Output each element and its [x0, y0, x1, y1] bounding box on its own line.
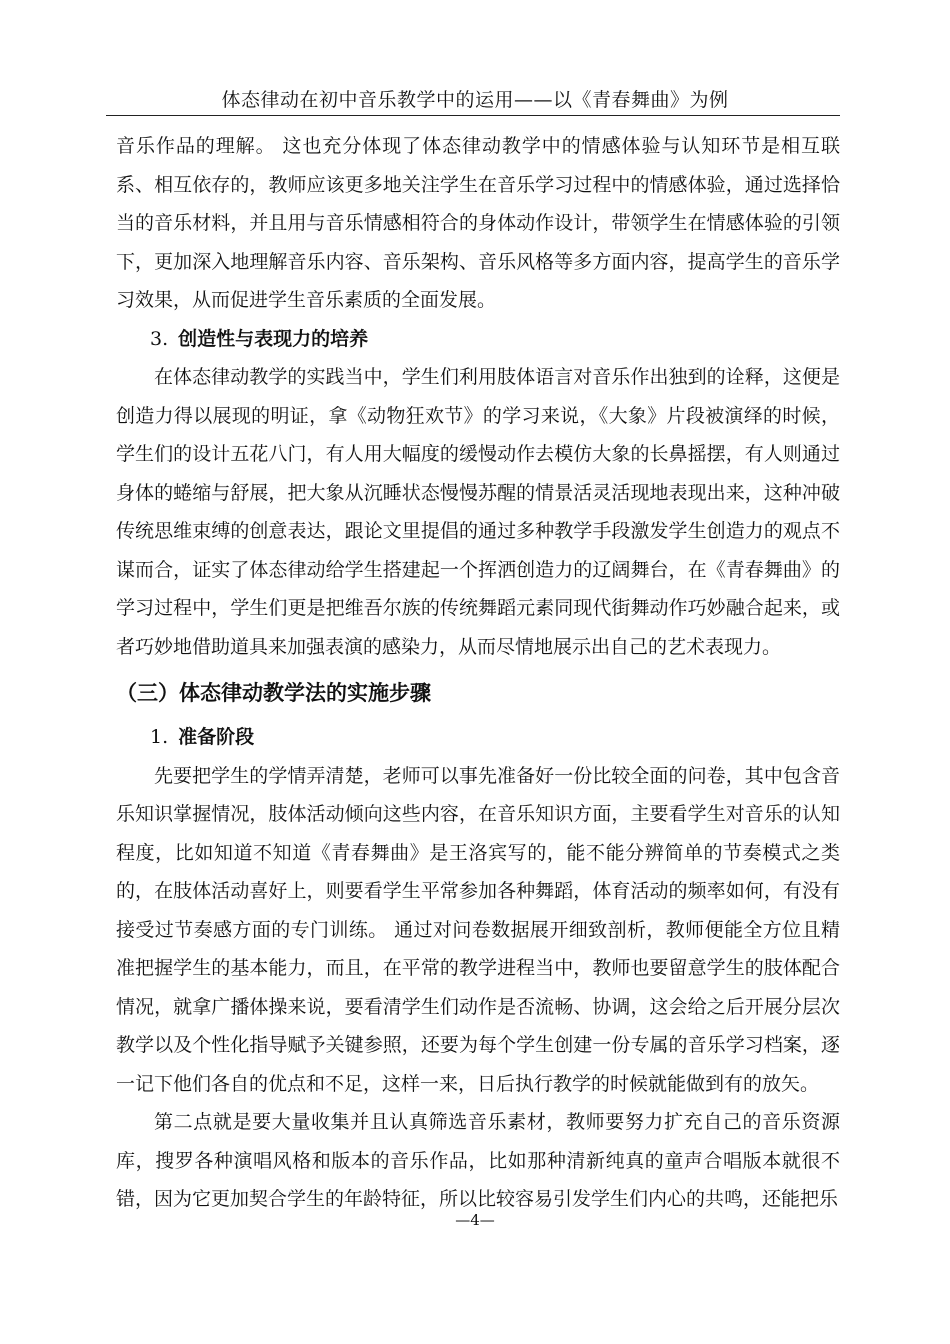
document-body	[116, 127, 840, 1219]
subheading-creativity	[116, 320, 840, 359]
subheading-title: 创造性与表现力的培养	[178, 327, 369, 350]
paragraph-materials: 第二点就是要大量收集并且认真筛选音乐素材，教师要努力扩充自己的音乐资源库，搜罗各种演唱风格和版本的音乐作品，比如那种清新纯真的童声合唱版本就很不错，因为它更加契合学生的年龄特征，所以比较容易引发学生们内心的共鸣，还能把乐	[116, 1111, 840, 1210]
paragraph-continued: 音乐作品的理解。 这也充分体现了体态律动教学中的情感体验与认知环节是相互联系、相互依存的，教师应该更多地关注学生在音乐学习过程中的情感体验，通过选择恰当的音乐材料，并且用与音乐情感相符合的身体动作设计，带领学生在情感体验的引领下，更加深入地理解音乐内容、音乐架构、音乐风格等多方面内容，提高学生的音乐学习效果，从而促进学生音乐素质的全面发展。	[116, 135, 840, 311]
header-divider	[106, 115, 840, 116]
subheading-number: 1.	[150, 726, 169, 748]
section-heading-implementation: （三）体态律动教学法的实施步骤	[116, 681, 431, 705]
page-number: —4—	[455, 1211, 495, 1229]
subheading-title: 准备阶段	[178, 726, 255, 748]
paragraph-preparation: 先要把学生的学情弄清楚，老师可以事先准备好一份比较全面的问卷，其中包含音乐知识掌握情况，肢体活动倾向这些内容，在音乐知识方面，主要看学生对音乐的认知程度，比如知道不知道《青春舞曲》是王洛宾写的，能不能分辨简单的节奏模式之类的，在肢体活动喜好上，则要看学生平常参加各种舞蹈，体育活动的频率如何，有没有接受过节奏感方面的专门训练。 通过对问卷数据展开细致剖析，教师便能全方位且精准把握学生的基本能力，而且，在平常的教学进程当中，教师也要留意学生的肢体配合情况，就拿广播体操来说，要看清学生们动作是否流畅、协调，这会给之后开展分层次教学以及个性化指导赋予关键参照，还要为每个学生创建一份专属的音乐学习档案，逐一记下他们各自的优点和不足，这样一来，日后执行教学的时候就能做到有的放矢。	[116, 764, 840, 1095]
subheading-number: 3.	[150, 327, 169, 350]
subheading-preparation	[116, 718, 840, 757]
paragraph-creativity: 在体态律动教学的实践当中，学生们利用肢体语言对音乐作出独到的诠释，这便是创造力得以展现的明证，拿《动物狂欢节》的学习来说，《大象》片段被演绎的时候，学生们的设计五花八门，有人用大幅度的缓慢动作去模仿大象的长鼻摇摆，有人则通过身体的蜷缩与舒展，把大象从沉睡状态慢慢苏醒的情景活灵活现地表现出来，这种冲破传统思维束缚的创意表达，跟论文里提倡的通过多种教学手段激发学生创造力的观点不谋而合，证实了体态律动给学生搭建起一个挥洒创造力的辽阔舞台，在《青春舞曲》的学习过程中，学生们更是把维吾尔族的传统舞蹈元素同现代街舞动作巧妙融合起来，或者巧妙地借助道具来加强表演的感染力，从而尽情地展示出自己的艺术表现力。	[116, 366, 840, 658]
running-header: 体态律动在初中音乐教学中的运用——以《青春舞曲》为例	[221, 89, 729, 111]
